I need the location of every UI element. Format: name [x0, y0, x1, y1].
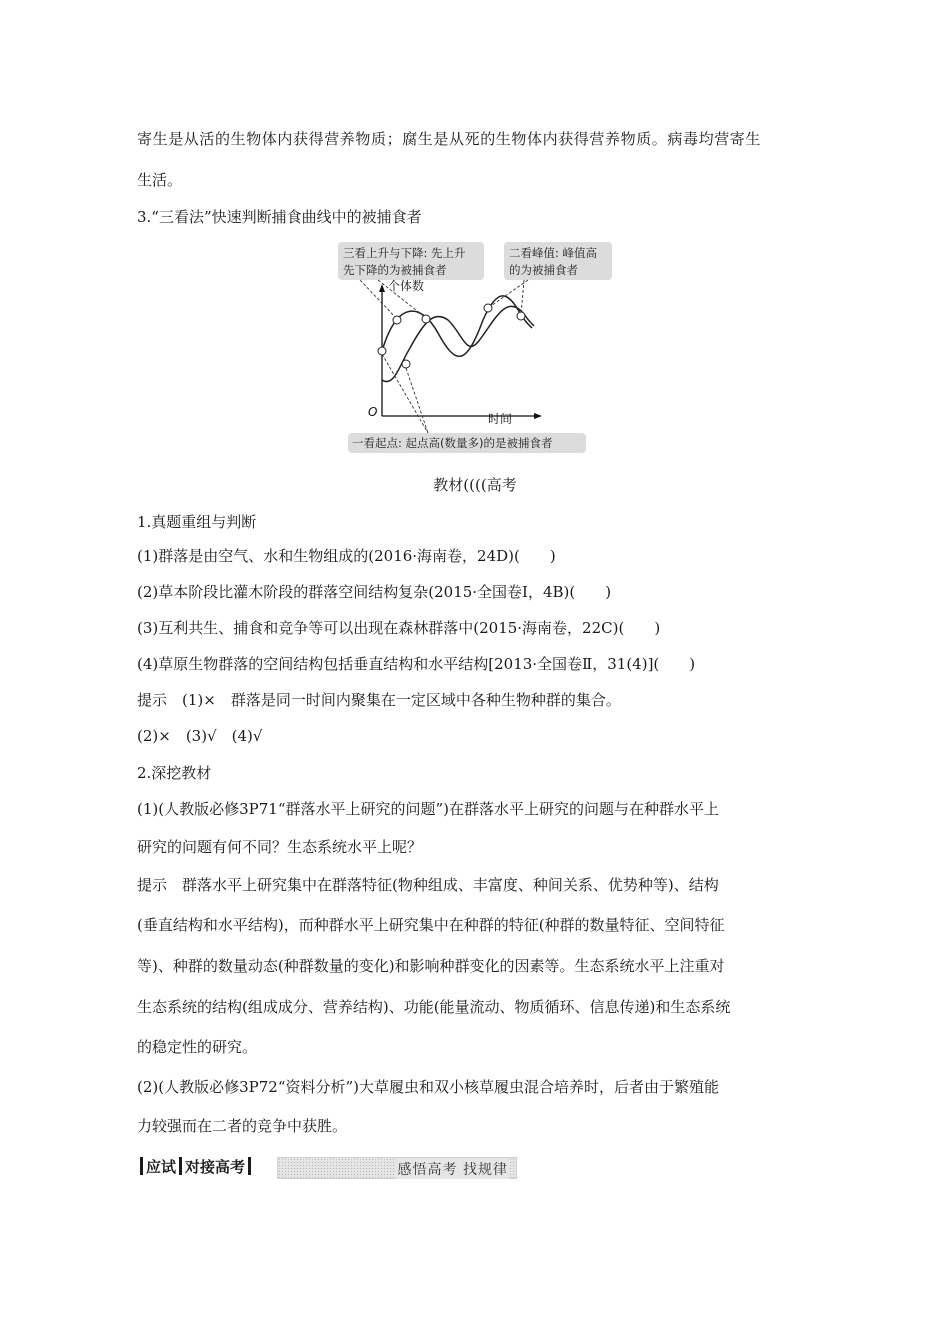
- part2-a1-line-5: 的稳定性的研究。: [137, 1038, 258, 1056]
- callout-bottom-text: 一看起点: 起点高(数量多)的是被捕食者: [352, 436, 553, 450]
- part1-hint-1: 提示 (1)× 群落是同一时间内聚集在一定区域中各种生物种群的集合。: [137, 691, 621, 709]
- part1-item-3: (3)互利共生、捕食和竞争等可以出现在森林群落中(2015·海南卷，22C)( ): [137, 619, 661, 637]
- part2-title: 2.深挖教材: [137, 764, 212, 782]
- part1-item-2: (2)草本阶段比灌木阶段的群落空间结构复杂(2015·全国卷Ⅰ，4B)( ): [137, 583, 612, 601]
- part1-hint-2: (2)× (3)√ (4)√: [137, 727, 263, 745]
- banner-subtitle-box: [277, 1157, 517, 1179]
- part2-q1-line-2: 研究的问题有何不同？生态系统水平上呢？: [137, 838, 423, 856]
- part1-title: 1.真题重组与判断: [137, 513, 257, 531]
- section-3-title: 3.“三看法”快速判断捕食曲线中的被捕食者: [137, 208, 422, 226]
- marker-prey-rise: [393, 316, 401, 324]
- figure-caption: 教材((((高考: [433, 476, 517, 494]
- origin-label: O: [368, 405, 378, 419]
- banner-heading: [137, 1155, 254, 1179]
- banner-bar-2: [179, 1157, 182, 1175]
- predation-curve-figure: [338, 238, 618, 456]
- banner-bar-3: [248, 1157, 251, 1175]
- intro-line-1: 寄生是从活的生物体内获得营养物质；腐生是从死的生物体内获得营养物质。病毒均营寄生: [137, 130, 762, 148]
- y-axis-arrow: [379, 284, 385, 292]
- part2-q2-line-2: 力较强而在二者的竞争中获胜。: [137, 1117, 348, 1135]
- part2-a1-line-2: (垂直结构和水平结构)，而种群水平上研究集中在种群的特征(种群的数量特征、空间特征: [137, 916, 725, 934]
- prey-curve: [382, 296, 532, 356]
- marker-start-prey: [378, 347, 386, 355]
- marker-peak-prey: [484, 304, 492, 312]
- part2-q2-line-1: (2)(人教版必修3P72“资料分析”)大草履虫和双小核草履虫混合培养时，后者由于繁殖能: [137, 1078, 720, 1096]
- x-axis-label: 时间: [488, 412, 513, 426]
- leader-right-2: [521, 280, 524, 315]
- leader-bottom-2: [406, 368, 428, 433]
- part1-item-4: (4)草原生物群落的空间结构包括垂直结构和水平结构[2013·全国卷Ⅱ，31(4)]( ): [137, 655, 696, 673]
- banner-left-b: 对接高考: [185, 1158, 246, 1176]
- x-axis-arrow: [534, 413, 542, 419]
- intro-line-2: 生活。: [137, 171, 183, 189]
- leader-right-1: [488, 280, 528, 308]
- callout-right-line2: 的为被捕食者: [509, 263, 578, 277]
- predator-curve: [382, 306, 534, 381]
- callout-right-line1: 二看峰值: 峰值高: [509, 246, 598, 260]
- part2-a1-line-1: 提示 群落水平上研究集中在群落特征(物种组成、丰富度、种间关系、优势种等)、结构: [137, 876, 719, 894]
- banner-subtitle: 感悟高考 找规律: [396, 1159, 510, 1179]
- part2-a1-line-4: 生态系统的结构(组成成分、营养结构)、功能(能量流动、物质循环、信息传递)和生态系统: [137, 998, 731, 1016]
- part2-q1-line-1: (1)(人教版必修3P71“群落水平上研究的问题”)在群落水平上研究的问题与在种群水平上: [137, 800, 720, 818]
- callout-left-line1: 三看上升与下降: 先上升: [343, 246, 466, 260]
- marker-start-predator: [402, 360, 410, 368]
- y-axis-label: 个体数: [388, 279, 425, 293]
- banner-left-a: 应试: [146, 1158, 177, 1176]
- part2-a1-line-3: 等)、种群的数量动态(种群数量的变化)和影响种群变化的因素等。生态系统水平上注重对: [137, 957, 725, 975]
- marker-predator-rise: [422, 315, 430, 323]
- banner-bar-1: [140, 1157, 143, 1175]
- marker-peak-predator: [517, 312, 525, 320]
- part1-item-1: (1)群落是由空气、水和生物组成的(2016·海南卷，24D)( ): [137, 547, 556, 565]
- callout-left-line2: 先下降的为被捕食者: [343, 263, 447, 277]
